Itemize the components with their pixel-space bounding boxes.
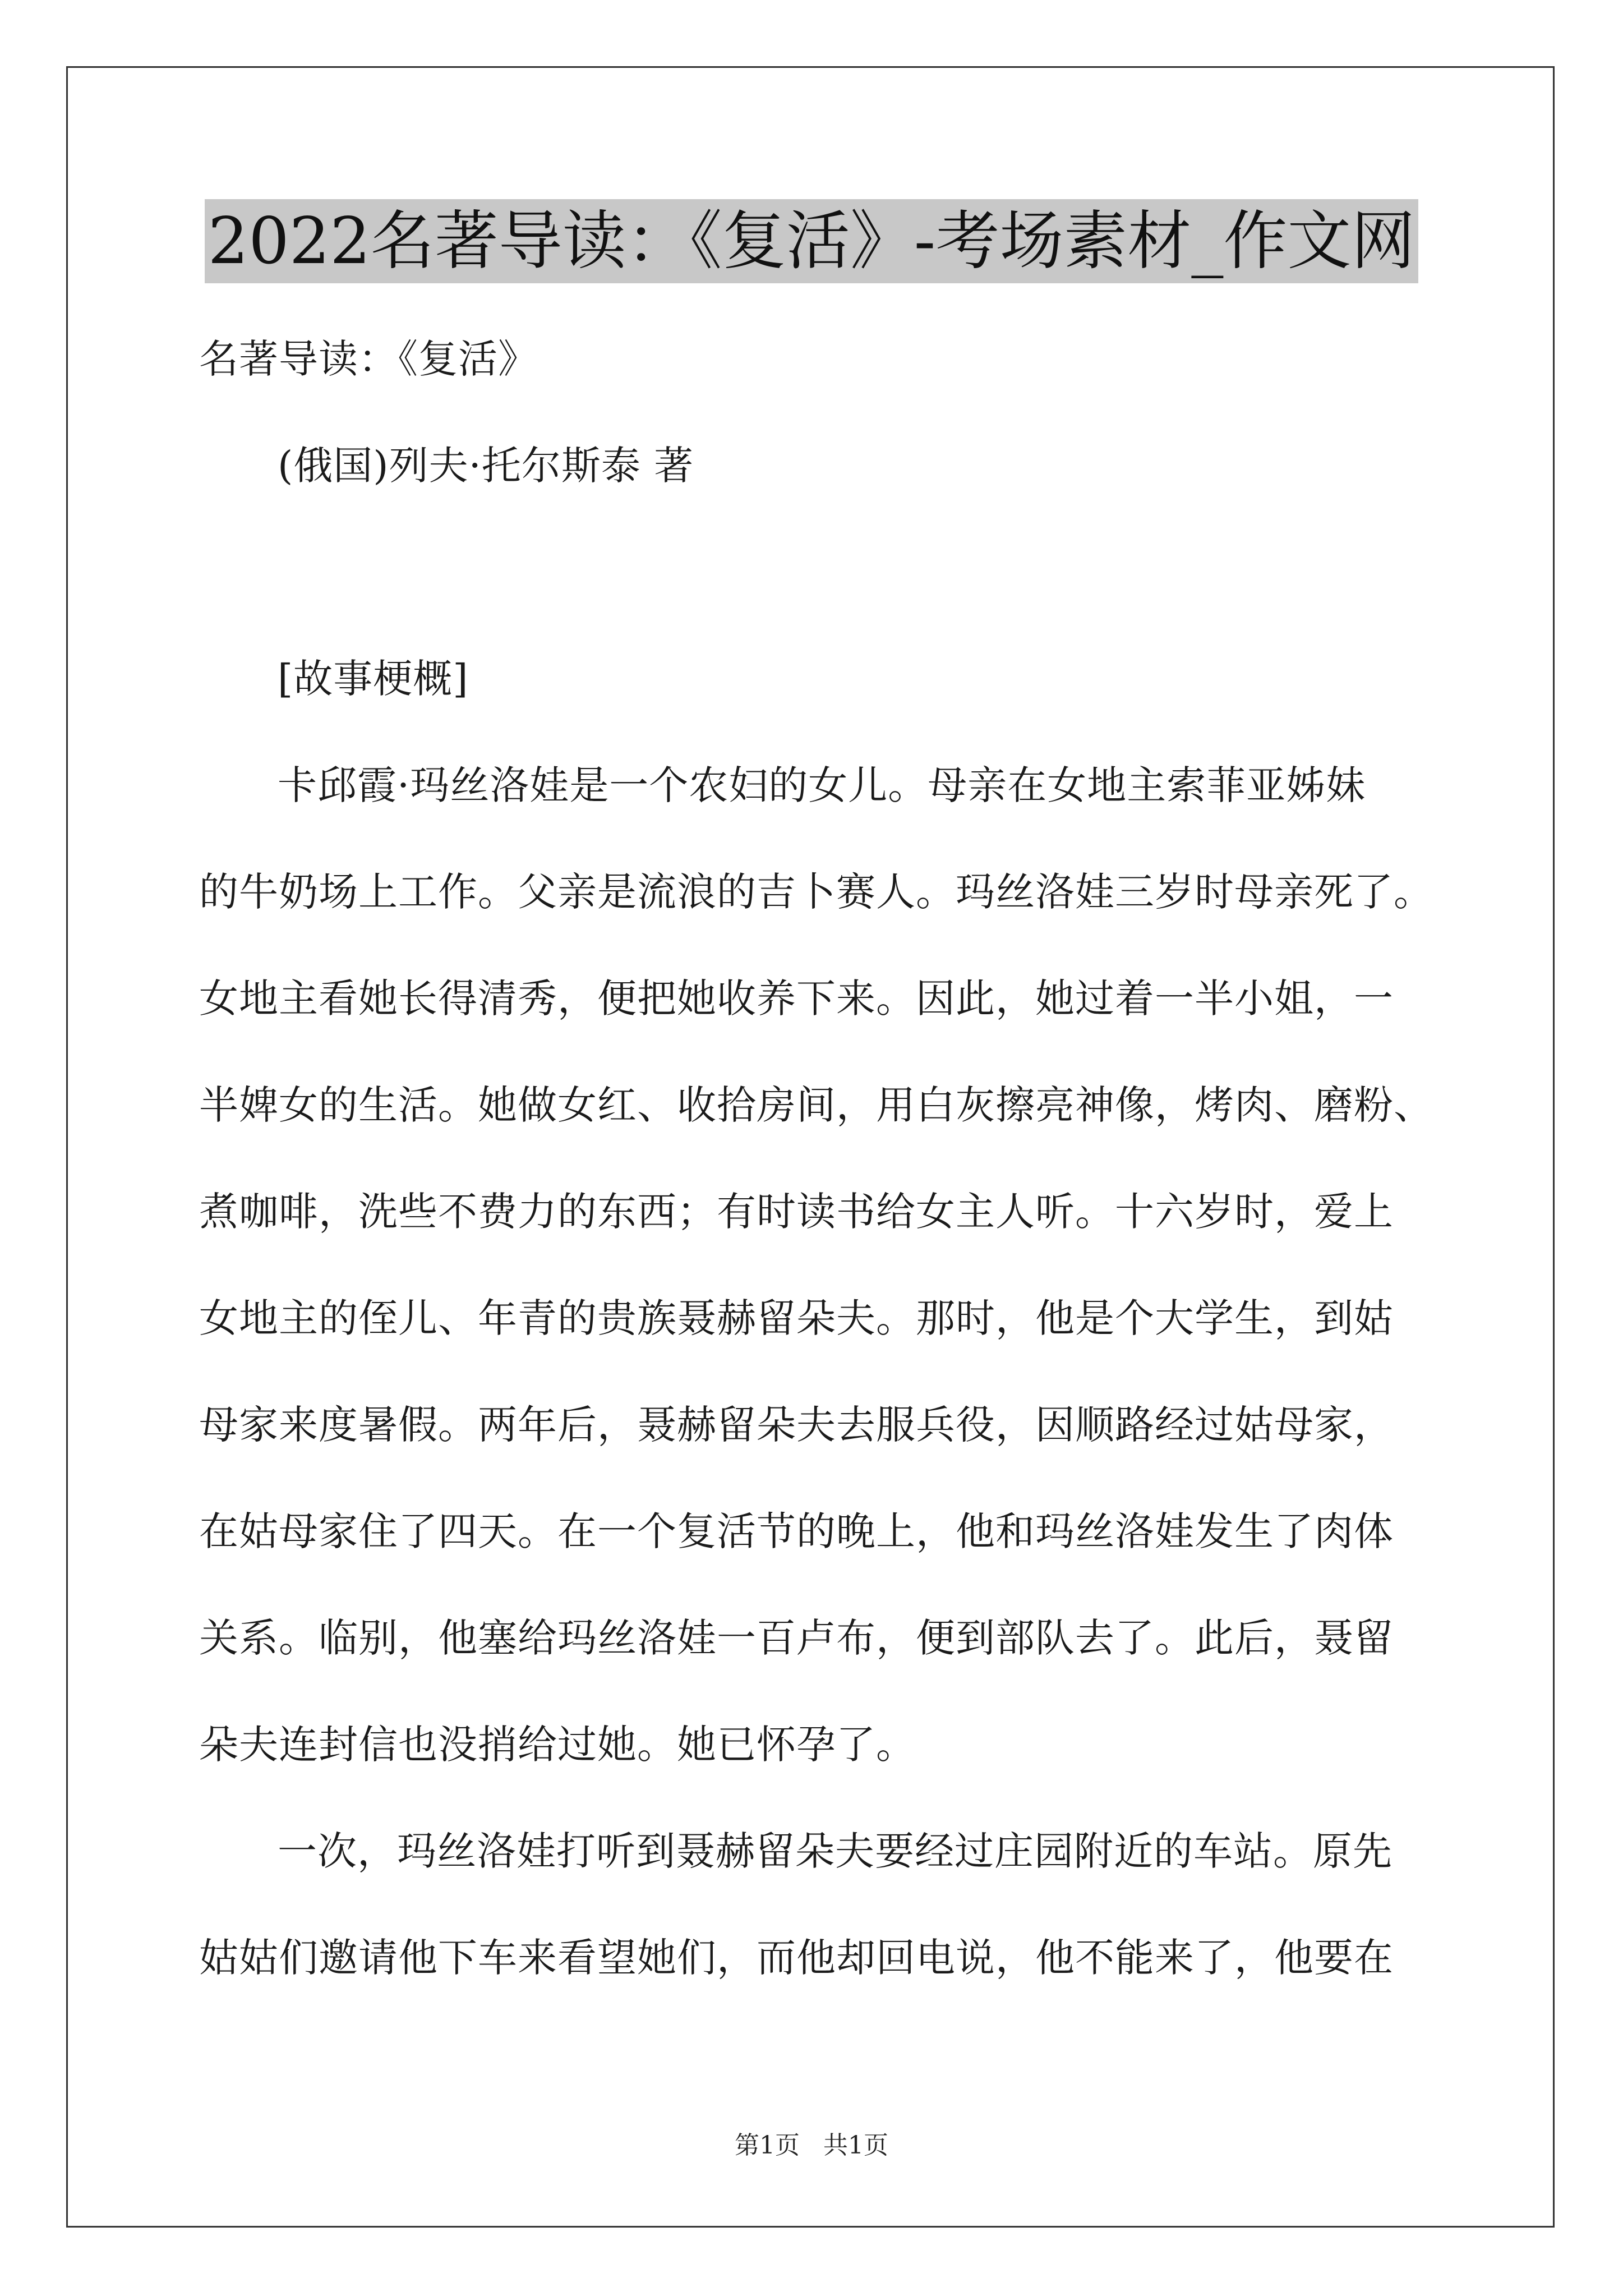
paragraph-line: 姑姑们邀请他下车来看望她们，而他却回电说，他不能来了，他要在 [199,1935,1394,1981]
paragraph-line: 一次，玛丝洛娃打听到聂赫留朵夫要经过庄园附近的车站。原先 [278,1828,1393,1874]
paragraph-line: 卡邱霞·玛丝洛娃是一个农妇的女儿。母亲在女地主索菲亚姊妹 [278,762,1366,808]
paragraph-line: 在姑母家住了四天。在一个复活节的晚上，他和玛丝洛娃发生了肉体 [199,1508,1394,1554]
blank-line [199,519,1461,625]
paragraph-line: 煮咖啡，洗些不费力的东西；有时读书给女主人听。十六岁时，爱上 [199,1189,1394,1235]
page-number: 第1页 [735,2131,800,2160]
page-footer [0,2129,1623,2162]
paragraph-line: 半婢女的生活。她做女红、收拾房间，用白灰擦亮神像，烤肉、磨粉、 [199,1082,1433,1128]
paragraph-line: 关系。临别，他塞给玛丝洛娃一百卢布，便到部队去了。此后，聂留 [199,1615,1394,1661]
paragraph-line: 的牛奶场上工作。父亲是流浪的吉卜赛人。玛丝洛娃三岁时母亲死了。 [199,869,1433,915]
total-pages: 共1页 [823,2131,888,2160]
heading: 名著导读：《复活》 [199,336,538,382]
section-heading: [故事梗概] [278,656,469,702]
paragraph-line: 女地主看她长得清秀，便把她收养下来。因此，她过着一半小姐，一 [199,976,1394,1022]
author-line: (俄国)列夫·托尔斯泰 著 [278,443,694,489]
paragraph-line: 女地主的侄儿、年青的贵族聂赫留朵夫。那时，他是个大学生，到姑 [199,1295,1394,1341]
paragraph-line: 朵夫连封信也没捎给过她。她已怀孕了。 [199,1722,916,1768]
paragraph-line: 母家来度暑假。两年后，聂赫留朵夫去服兵役，因顺路经过姑母家， [199,1402,1394,1448]
document-body [199,306,1461,2011]
document-title: 2022名著导读：《复活》-考场素材_作文网 [205,199,1419,283]
title-container [0,199,1623,283]
